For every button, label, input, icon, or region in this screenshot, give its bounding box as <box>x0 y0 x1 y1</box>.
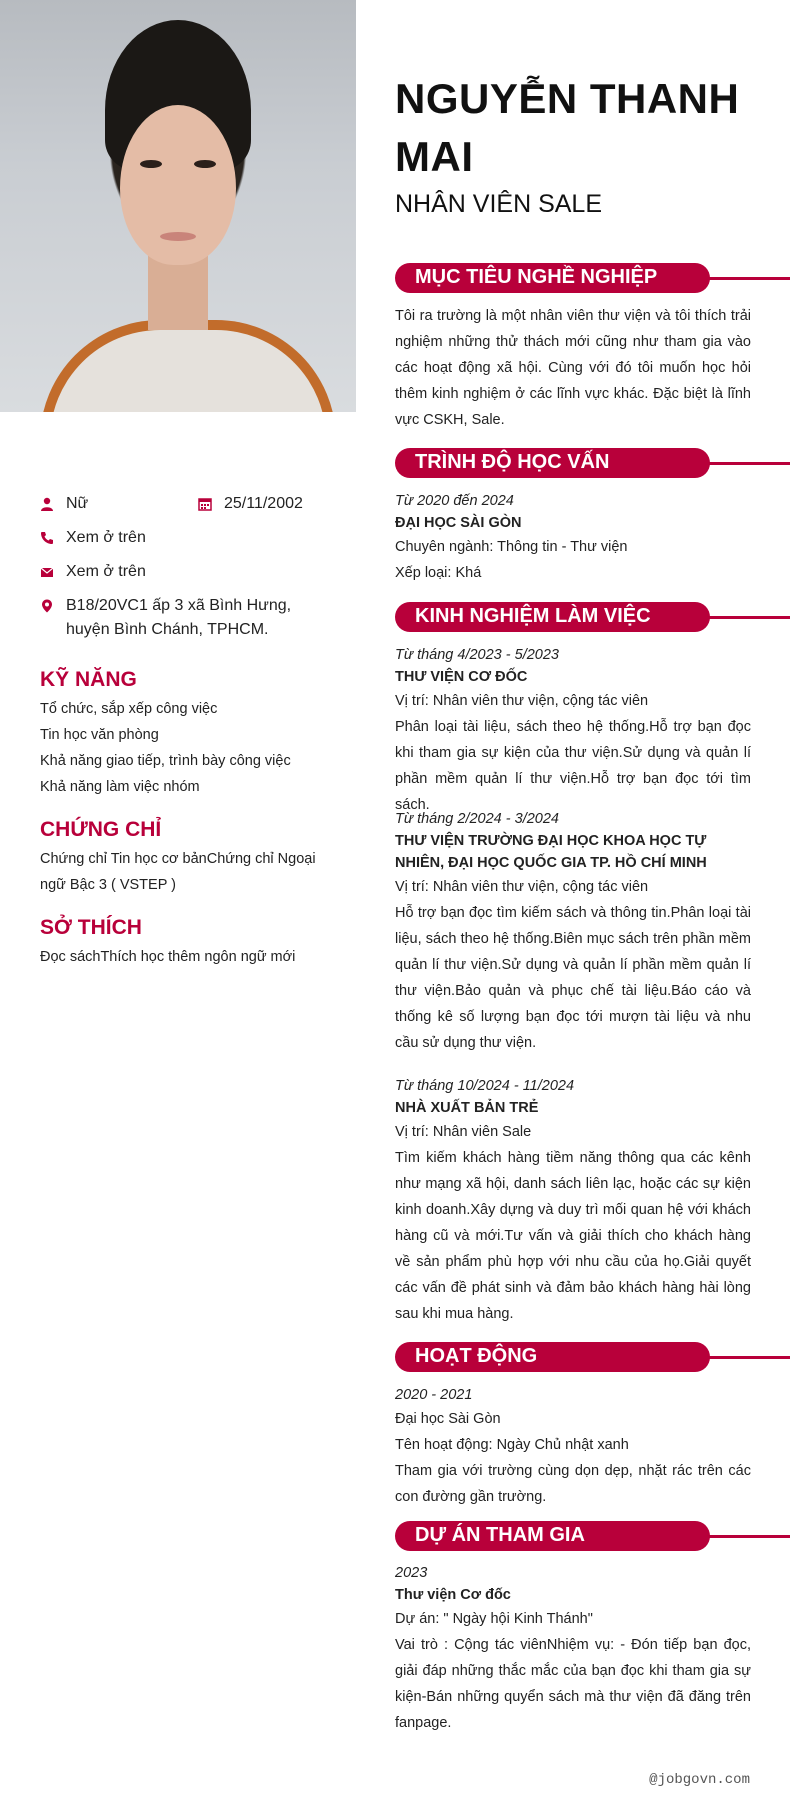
projects-header <box>395 1521 790 1551</box>
left-column <box>0 0 356 1802</box>
photo-face <box>120 105 236 265</box>
user-icon <box>40 497 54 511</box>
candidate-name: NGUYỄN THANH MAI <box>395 75 740 180</box>
contact-row-email <box>40 560 340 584</box>
hobbies-title: SỞ THÍCH <box>40 916 142 939</box>
experience-title: KINH NGHIỆM LÀM VIỆC <box>415 605 651 627</box>
location-pin-icon <box>40 599 54 613</box>
address-value: B18/20VC1 ấp 3 xã Bình Hưng, huyện Bình Chánh, TPHCM. <box>66 597 292 638</box>
phone-icon <box>40 531 54 545</box>
watermark: @jobgovn.com <box>649 1772 750 1788</box>
job-description: Tìm kiếm khách hàng tiềm năng thông qua các kênh như mạng xã hội, danh sách liên lạc, hoặc các sự kiện kinh doanh.Xây dựng và duy trì mối quan hệ với khách hàng cũ và mới.Tư vấn và giải thích cho khách hàng về sản phẩm phù hợp với nhu cầu của họ.Giải quyết các vấn đề phát sinh và đảm bảo khách hàng hài lòng sau khi mua hàng. <box>395 1150 751 1322</box>
activity-name: Tên hoạt động: Ngày Chủ nhật xanh <box>395 1437 629 1453</box>
photo-shirt <box>40 320 336 412</box>
project-name: Dự án: " Ngày hội Kinh Thánh" <box>395 1611 593 1627</box>
phone-value: Xem ở trên <box>66 529 146 546</box>
education-block <box>395 490 751 586</box>
projects-block <box>395 1562 751 1736</box>
photo-mouth <box>160 232 196 241</box>
experience-header <box>395 602 790 632</box>
education-school: ĐẠI HỌC SÀI GÒN <box>395 515 522 531</box>
certificates-title: CHỨNG CHỈ <box>40 818 162 841</box>
skill-item: Khả năng làm việc nhóm <box>40 779 200 795</box>
photo-eye-left <box>140 160 162 168</box>
job-position: Vị trí: Nhân viên Sale <box>395 1124 532 1140</box>
profile-photo <box>0 0 356 412</box>
job-date: Từ tháng 4/2023 - 5/2023 <box>395 647 559 663</box>
project-org: Thư viện Cơ đốc <box>395 1587 511 1603</box>
mail-icon <box>40 565 54 579</box>
skills-section <box>40 668 340 800</box>
activities-title: HOẠT ĐỘNG <box>415 1345 538 1367</box>
birthday-item <box>198 492 303 516</box>
candidate-role: NHÂN VIÊN SALE <box>395 190 603 218</box>
education-header <box>395 448 790 478</box>
contact-row-gender-birthday <box>40 492 340 516</box>
contact-row-phone <box>40 526 340 550</box>
skills-title: KỸ NĂNG <box>40 668 137 691</box>
photo-eye-right <box>194 160 216 168</box>
calendar-icon <box>198 497 212 511</box>
job-description: Phân loại tài liệu, sách theo hệ thống.Hỗ trợ bạn đọc khi tham gia sự kiện của thư viện.Sử dụng và quản lí phần mềm quản lí thư viện.Hỗ trợ bạn đọc tới tìm sách. <box>395 719 751 813</box>
experience-job-2 <box>395 808 751 1056</box>
gender-value: Nữ <box>66 495 89 512</box>
email-value: Xem ở trên <box>66 563 146 580</box>
activities-block <box>395 1384 751 1510</box>
job-company: NHÀ XUẤT BẢN TRẺ <box>395 1100 539 1116</box>
activity-date: 2020 - 2021 <box>395 1387 473 1403</box>
job-description: Hỗ trợ bạn đọc tìm kiếm sách và thông tin.Phân loại tài liệu, sách theo hệ thống.Biên mục sách trên phần mềm quản lí thư viện.Sử dụng và quản lí phần mềm quản lí thư viện.Bảo quản và phục chế tài liệu.Báo cáo và thống kê số lượng bạn đọc tới mượn tài liệu và nhu cầu sử dụng thư viện. <box>395 905 751 1051</box>
job-position: Vị trí: Nhân viên thư viện, cộng tác viên <box>395 693 649 709</box>
activity-description: Tham gia với trường cùng dọn dẹp, nhặt rác trên các con đường gần trường. <box>395 1463 751 1505</box>
hobbies-text: Đọc sáchThích học thêm ngôn ngữ mới <box>40 949 296 965</box>
education-date: Từ 2020 đến 2024 <box>395 493 514 509</box>
experience-job-3 <box>395 1075 751 1327</box>
job-company: THƯ VIỆN TRƯỜNG ĐẠI HỌC KHOA HỌC TỰ NHIÊN, ĐẠI HỌC QUỐC GIA TP. HỒ CHÍ MINH <box>395 833 707 871</box>
education-major: Chuyên ngành: Thông tin - Thư viện <box>395 539 628 555</box>
education-rank: Xếp loại: Khá <box>395 565 482 581</box>
projects-title: DỰ ÁN THAM GIA <box>415 1524 585 1546</box>
skill-item: Tổ chức, sắp xếp công việc <box>40 701 218 717</box>
project-date: 2023 <box>395 1565 428 1581</box>
skills-list <box>40 696 340 800</box>
certificates-section <box>40 818 340 898</box>
activity-org: Đại học Sài Gòn <box>395 1411 501 1427</box>
contact-row-address <box>40 594 340 642</box>
job-date: Từ tháng 10/2024 - 11/2024 <box>395 1078 575 1094</box>
objective-title: MỤC TIÊU NGHỀ NGHIỆP <box>415 266 658 288</box>
project-description: Vai trò : Cộng tác viênNhiệm vụ: - Đón tiếp bạn đọc, giải đáp những thắc mắc của bạn đọc khi tham gia sự kiện-Bán những quyển sách mà thư viện đã đăng trên fanpage. <box>395 1637 751 1731</box>
gender-item <box>40 492 198 516</box>
job-date: Từ tháng 2/2024 - 3/2024 <box>395 811 559 827</box>
skill-item: Tin học văn phòng <box>40 727 159 743</box>
job-position: Vị trí: Nhân viên thư viện, cộng tác viên <box>395 879 649 895</box>
job-company: THƯ VIỆN CƠ ĐỐC <box>395 669 528 685</box>
birthday-value: 25/11/2002 <box>224 495 303 512</box>
objective-text: Tôi ra trường là một nhân viên thư viện và tôi thích trải nghiệm những thử thách mới cũng như tham gia vào các hoạt động xã hội. Cùng với đó tôi muốn học hỏi thêm kinh nghiệm ở các lĩnh vực khác. Đặc biệt là lĩnh vực CSKH, Sale. <box>395 308 751 428</box>
experience-job-1 <box>395 644 751 818</box>
certificates-text: Chứng chỉ Tin học cơ bảnChứng chỉ Ngoại ngữ Bậc 3 ( VSTEP ) <box>40 851 316 893</box>
contact-info <box>40 492 340 642</box>
activities-header <box>395 1342 790 1372</box>
hobbies-section <box>40 916 340 970</box>
education-title: TRÌNH ĐỘ HỌC VẤN <box>415 451 610 473</box>
skill-item: Khả năng giao tiếp, trình bày công việc <box>40 753 291 769</box>
objective-header <box>395 263 790 293</box>
